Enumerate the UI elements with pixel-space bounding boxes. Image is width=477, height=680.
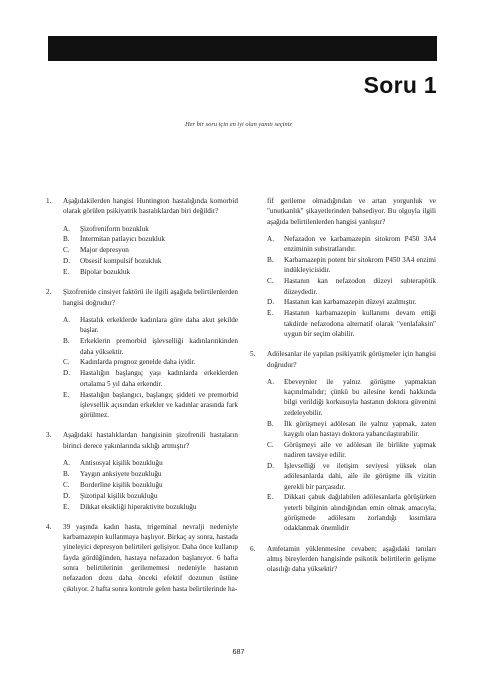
- answer-option: [63, 368, 238, 389]
- option-text: Borderline kişilik bozukluğu: [80, 480, 163, 489]
- option-text: Şizotipal kişilik bozukluğu: [80, 491, 158, 500]
- option-text: Dikkat eksikliği hiperaktivite bozukluğu: [80, 502, 197, 511]
- question: [250, 196, 436, 339]
- option-letter: D.: [267, 461, 274, 470]
- question-text: Adölesanlar ile yapılan psikiyatrik görüşmeler için hangisi doğrudur?: [267, 350, 436, 369]
- option-letter: D.: [267, 298, 274, 307]
- option-letter: E.: [267, 493, 274, 502]
- option-text: Ebeveynler ile yalnız görüşme yapmaktan kaçınılmalıdır; çünkü bu ailesine kendi hakkında bilgi verildiği korkusuyla hastanın doktora güvenini zedeleyebilir.: [284, 377, 436, 417]
- answer-option: [267, 492, 436, 533]
- answer-option: [63, 234, 238, 244]
- answer-option: [63, 480, 238, 490]
- option-text: Erkeklerin premorbid işlevselliği kadınlarınkinden daha yüksektir.: [80, 337, 238, 356]
- option-text: Görüşmeyi aile ve adölesan ile birlikte yapmak nadiren tavsiye edilir.: [284, 440, 436, 460]
- question: [250, 544, 436, 575]
- page-title: Soru 1: [363, 72, 437, 98]
- option-letter: B.: [267, 256, 274, 265]
- option-text: Şizofreniform bozukluk: [80, 224, 149, 233]
- answer-option: [63, 267, 238, 277]
- answer-option: [63, 502, 238, 512]
- option-text: Karbamazepin potent bir sitokrom P450 3A4 enzimi indükleyicisidir.: [284, 256, 436, 275]
- answer-option: [267, 297, 436, 307]
- option-letter: A.: [63, 316, 70, 325]
- option-text: Dikkati çabuk dağılabilen adölesanlarla görüşürken yeterli bilginin alındığından emin olmak amacıyla, görüşmede adölesanı zorlandığı kısımlara odaklanmak önemlidir: [284, 493, 436, 533]
- option-text: Antisosyal kişilik bozukluğu: [80, 458, 163, 467]
- page-number: 687: [232, 647, 245, 656]
- answer-option: [267, 255, 436, 276]
- option-letter: C.: [267, 440, 274, 449]
- option-text: Kadınlarda prognoz genelde daha iyidir.: [80, 358, 196, 367]
- question-text: Aşağıdaki hastalıklardan hangisinin şizofrenili hastaların birinci derece yakınlarında sıklığı artmıştır?: [63, 431, 238, 450]
- option-letter: E.: [63, 390, 70, 399]
- question: [46, 522, 238, 594]
- question-text: Amfetamin yüklenmesine cevaben; aşağıdaki tanıları almış bireylerden hangisinde psikotik belirtilerin gelişme olasılığı daha yüksektir?: [267, 544, 436, 574]
- instruction-text: Her bir soru için en iyi olan yanıtı seçiniz: [185, 121, 292, 128]
- option-text: Hastalığın başlangıcı, başlangıç şiddeti ve premorbid işlevsellik açısından erkekler ve kadınlar arasında fark görülmez.: [80, 390, 238, 420]
- option-letter: D.: [63, 257, 70, 266]
- answer-option: [63, 357, 238, 367]
- answer-options: [63, 224, 238, 278]
- option-letter: B.: [63, 235, 70, 244]
- question-text: 39 yaşında kadın hasta, trigeminal nevralji nedeniyle karbamazepin kullanmaya başlıyor. Birkaç ay sonra, hastada yineleyici depresyon belirtileri gelişiyor. Daha önce kullanıp fayda gördüğünden, hastaya nefazadon başlanıyor. 6 hafta sonra belirtilerinin gerilememesi nedeniyle hastanın nefazadon dozu daha önceki efektif dozunun üstüne çıkılıyor. 2 hafta sonra kontrole gelen hasta belirtilerinde ha-: [63, 522, 238, 593]
- answer-option: [267, 461, 436, 492]
- option-text: Hastalığın başlangıç yaşı kadınlarda erkeklerden ortalama 5 yıl daha erkendir.: [80, 369, 238, 388]
- option-text: Bipolar bozukluk: [80, 268, 131, 277]
- option-text: Major depresyon: [80, 246, 129, 255]
- answer-option: [63, 491, 238, 501]
- question-number: 6.: [250, 544, 256, 553]
- answer-option: [63, 245, 238, 255]
- option-letter: C.: [63, 480, 70, 489]
- right-column: [250, 196, 436, 575]
- answer-options: [267, 234, 436, 339]
- option-text: Nefazadon ve karbamazepin sitokrom P450 3A4 enziminin substratlarıdır.: [284, 234, 436, 254]
- option-letter: E.: [63, 502, 70, 511]
- option-text: İlk görüşmeyi adölesan ile yalnız yapmak, zaten kaygılı olan hastayı doktora yabancılaştırabilir.: [284, 419, 436, 438]
- answer-option: [267, 377, 436, 418]
- option-letter: A.: [267, 377, 274, 386]
- header-bar: [48, 36, 437, 61]
- option-letter: D.: [63, 491, 70, 500]
- question-number: 1.: [46, 197, 52, 205]
- question: [250, 349, 436, 533]
- question-number: 2.: [46, 288, 52, 297]
- option-text: Hastanın kan nefazodon düzeyi subterapötik düzeydedir.: [284, 277, 436, 296]
- answer-option: [63, 458, 238, 468]
- option-text: Hastanın kan karbamazepin düzeyi azalmıştır.: [284, 298, 417, 307]
- question-text: fif gerileme olmadığından ve artan yorgunluk ve "unutkanlık" şikayetlerinden bahsediyor. Bu olguyla ilgili aşağıda belirtilenlerden hangisi yanlıştır?: [267, 197, 436, 226]
- option-letter: A.: [63, 458, 70, 467]
- answer-option: [63, 469, 238, 479]
- option-text: Obsesif kompulsif bozukluk: [80, 257, 162, 266]
- answer-option: [267, 308, 436, 339]
- answer-option: [267, 276, 436, 297]
- option-letter: E.: [267, 309, 274, 318]
- option-text: Yaygın anksiyete bozukluğu: [80, 469, 162, 478]
- question-text: Şizofrenide cinsiyet faktörü ile ilgili aşağıda belirtilenlerden hangisi doğrudur?: [63, 288, 238, 307]
- answer-option: [63, 336, 238, 357]
- question-number: 3.: [46, 431, 52, 440]
- answer-options: [267, 377, 436, 534]
- option-text: İntermitan patlayıcı bozukluk: [80, 235, 166, 244]
- question: [46, 430, 238, 511]
- option-letter: E.: [63, 268, 70, 277]
- option-text: Hastanın karbamazepin kullanımı devam ettiği takdirde nefazodona alternatif olarak "venlafaksin" uygun bir seçim olabilir.: [284, 309, 436, 338]
- option-letter: A.: [63, 224, 70, 233]
- answer-option: [63, 224, 238, 234]
- answer-option: [63, 390, 238, 421]
- option-letter: D.: [63, 369, 70, 378]
- answer-options: [63, 315, 238, 420]
- option-text: Hastalık erkeklerde kadınlara göre daha akut şekilde başlar.: [80, 316, 238, 335]
- question-number: 5.: [250, 350, 256, 359]
- option-text: İşlevselliği ve iletişim seviyesi yüksek olan adölesanlarda dahi, aile ile görüşme ilk vizitin gerekli bir parçasıdır.: [284, 461, 436, 491]
- question: [46, 287, 238, 420]
- question-text: Aşağıdakilerden hangisi Huntington hastalığında komorbid olarak görülen psikiyatrik hastalıklardan biri değildir?: [63, 197, 238, 216]
- left-column: [46, 196, 238, 594]
- question-number: 4.: [46, 522, 52, 531]
- option-letter: A.: [267, 234, 274, 243]
- answer-option: [267, 234, 436, 255]
- question: [46, 196, 238, 277]
- option-letter: C.: [63, 246, 70, 255]
- answer-option: [63, 256, 238, 266]
- option-letter: B.: [267, 419, 274, 428]
- answer-option: [267, 440, 436, 461]
- option-letter: C.: [63, 358, 70, 367]
- option-letter: B.: [63, 337, 70, 346]
- answer-option: [63, 315, 238, 336]
- answer-options: [63, 458, 238, 512]
- option-letter: B.: [63, 469, 70, 478]
- option-letter: C.: [267, 277, 274, 286]
- answer-option: [267, 419, 436, 440]
